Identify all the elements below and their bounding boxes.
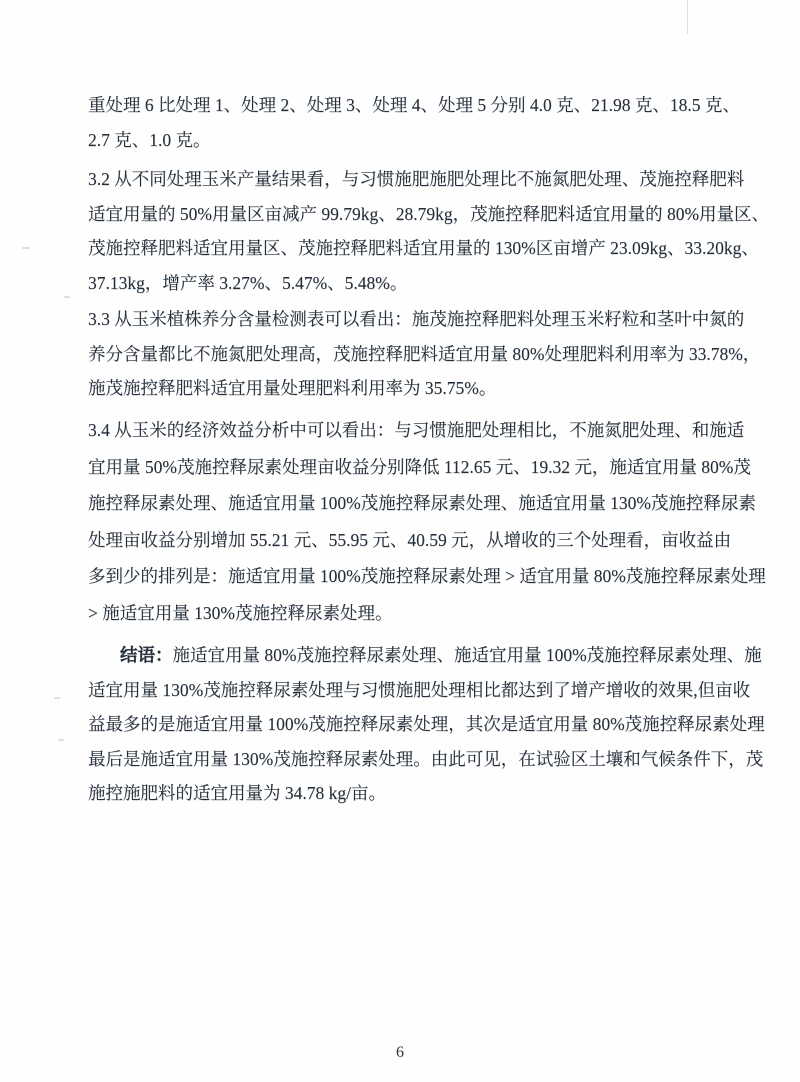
text-line: 适宜用量的 50%用量区亩减产 99.79kg、28.79kg，茂施控释肥料适宜用量的 80%用量区、 xyxy=(88,203,770,224)
paragraph-3-2-yield xyxy=(88,162,768,300)
scan-artifact-dash xyxy=(22,247,30,249)
paragraph-seed-weight xyxy=(88,88,768,158)
scan-artifact-dash xyxy=(58,739,64,741)
scan-artifact-dash xyxy=(54,697,60,699)
text-line: 施茂施控释肥料适宜用量处理肥料利用率为 35.75%。 xyxy=(88,378,497,398)
text-line: 3.2 从不同处理玉米产量结果看，与习惯施肥施肥处理比不施氮肥处理、茂施控释肥料 xyxy=(88,169,745,189)
paragraph-3-4-economic xyxy=(88,412,768,631)
text-line: 2.7 克、1.0 克。 xyxy=(88,130,211,150)
text-line xyxy=(88,638,768,673)
paragraph-3-3-nutrient xyxy=(88,302,768,406)
scan-artifact-dash xyxy=(64,296,70,298)
text-line: 最后是施适宜用量 130%茂施控释尿素处理。由此可见，在试验区土壤和气候条件下，茂 xyxy=(88,748,764,769)
text-line: 重处理 6 比处理 1、处理 2、处理 3、处理 4、处理 5 分别 4.0 克、21.98 克、18.5 克、 xyxy=(88,95,740,115)
text-line: 3.4 从玉米的经济效益分析中可以看出：与习惯施肥处理相比，不施氮肥处理、和施适 xyxy=(88,420,745,440)
text-line: 益最多的是施适宜用量 100%茂施控释尿素处理，其次是适宜用量 80%茂施控释尿素处理 xyxy=(88,714,765,734)
text-line: 多到少的排列是：施适宜用量 100%茂施控释尿素处理 > 适宜用量 80%茂施控释尿素处理 xyxy=(88,566,766,586)
conclusion-lead-label: 结语： xyxy=(120,645,173,665)
text-line: 宜用量 50%茂施控释尿素处理亩收益分别降低 112.65 元、19.32 元，施适宜用量 80%茂 xyxy=(88,456,751,477)
paragraph-conclusion xyxy=(88,638,768,811)
conclusion-lead-text: 施适宜用量 80%茂施控释尿素处理、施适宜用量 100%茂施控释尿素处理、施 xyxy=(172,645,762,665)
text-line: 3.3 从玉米植株养分含量检测表可以看出：施茂施控释肥料处理玉米籽粒和茎叶中氮的 xyxy=(88,309,745,329)
text-line: 37.13kg，增产率 3.27%、5.47%、5.48%。 xyxy=(88,272,408,293)
page-number: 6 xyxy=(396,1044,404,1061)
text-line: 施控释尿素处理、施适宜用量 100%茂施控释尿素处理、施适宜用量 130%茂施控释尿素 xyxy=(88,493,756,513)
text-line: 茂施控释肥料适宜用量区、茂施控释肥料适宜用量的 130%区亩增产 23.09kg、33.20kg、 xyxy=(88,238,759,258)
text-line: 养分含量都比不施氮肥处理高，茂施控释肥料适宜用量 80%处理肥料利用率为 33.78%， xyxy=(88,343,761,364)
scan-artifact-line xyxy=(687,0,688,34)
text-line: 适宜用量 130%茂施控释尿素处理与习惯施肥处理相比都达到了增产增收的效果,但亩收 xyxy=(88,679,751,700)
text-line: > 施适宜用量 130%茂施控释尿素处理。 xyxy=(88,602,393,623)
text-line: 施控施肥料的适宜用量为 34.78 kg/亩。 xyxy=(88,783,386,803)
text-line: 处理亩收益分别增加 55.21 元、55.95 元、40.59 元，从增收的三个处理看，亩收益由 xyxy=(88,529,732,550)
